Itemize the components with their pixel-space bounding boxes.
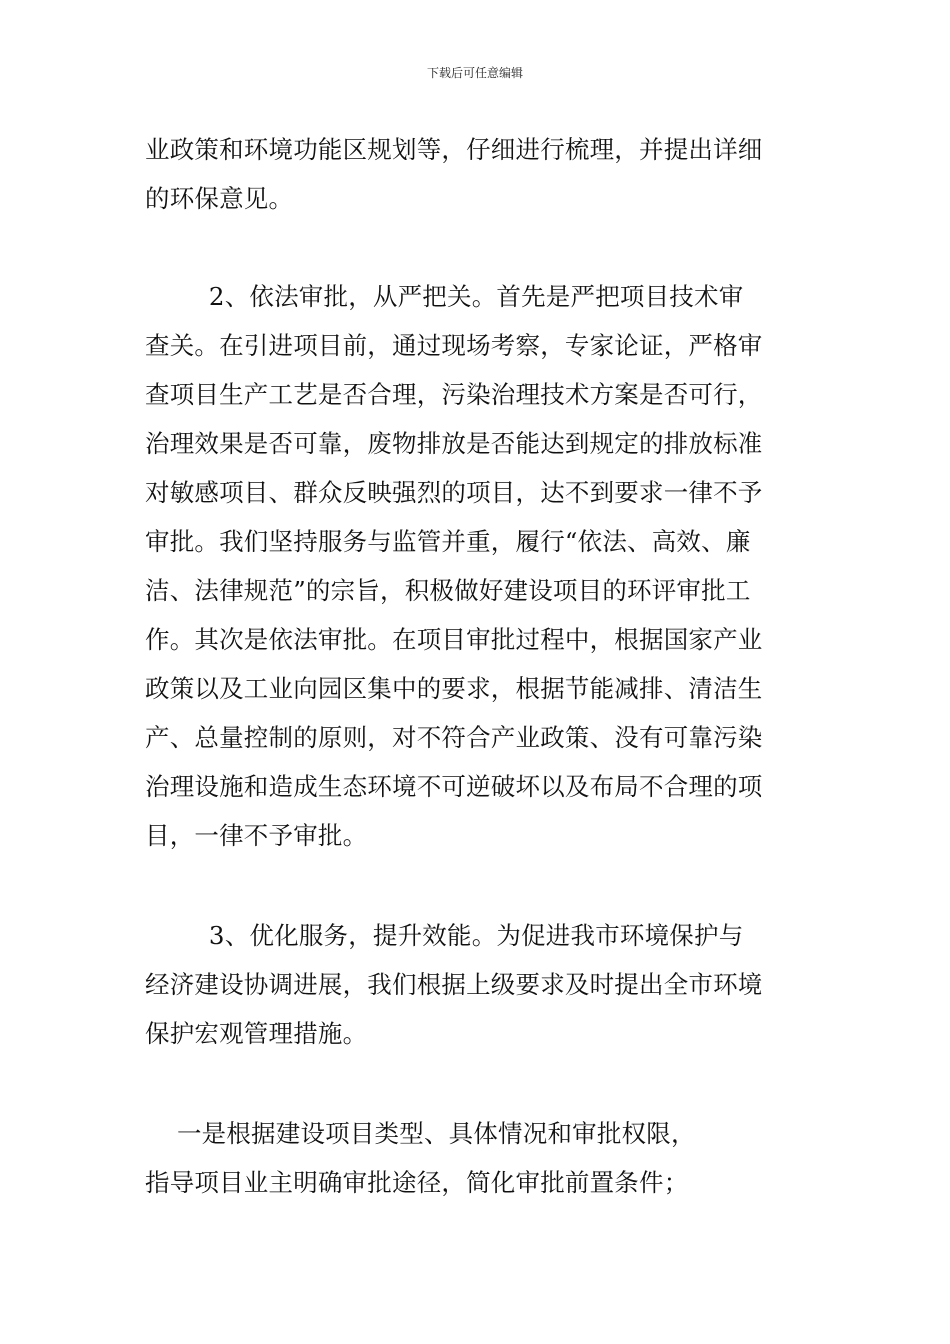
text-line: 业政策和环境功能区规划等，仔细进行梳理，并提出详细 bbox=[145, 135, 763, 164]
document-body bbox=[145, 125, 810, 1207]
text-line: 的环保意见。 bbox=[145, 184, 294, 213]
page-header: 下载后可任意编辑 bbox=[426, 66, 523, 80]
text-line: 一是根据建设项目类型、具体情况和审批权限， bbox=[145, 1119, 696, 1148]
text-line: 经济建设协调进展，我们根据上级要求及时提出全市环境 bbox=[145, 970, 763, 999]
text-line: 审批。我们坚持服务与监管并重，履行“依法、高效、廉 bbox=[145, 527, 751, 556]
text-line: 作。其次是依法审批。在项目审批过程中，根据国家产业 bbox=[145, 625, 763, 654]
text-line: 洁、法律规范”的宗旨，积极做好建设项目的环评审批工 bbox=[145, 576, 751, 605]
text-line: 目，一律不予审批。 bbox=[145, 821, 368, 850]
paragraph-1 bbox=[145, 125, 810, 223]
text-line: 政策以及工业向园区集中的要求，根据节能减排、清洁生 bbox=[145, 674, 763, 703]
text-line: 查项目生产工艺是否合理，污染治理技术方案是否可行， bbox=[145, 380, 763, 409]
paragraph-4 bbox=[145, 1109, 810, 1207]
text-line: 2、依法审批，从严把关。首先是严把项目技术审 bbox=[145, 282, 744, 311]
text-line: 对敏感项目、群众反映强烈的项目，达不到要求一律不予 bbox=[145, 478, 763, 507]
paragraph-3 bbox=[145, 911, 810, 1058]
text-line: 查关。在引进项目前，通过现场考察，专家论证，严格审 bbox=[145, 331, 763, 360]
text-line: 指导项目业主明确审批途径，简化审批前置条件； bbox=[145, 1168, 689, 1197]
text-line: 治理效果是否可靠，废物排放是否能达到规定的排放标准 bbox=[145, 429, 763, 458]
paragraph-2 bbox=[145, 272, 810, 860]
text-line: 产、总量控制的原则，对不符合产业政策、没有可靠污染 bbox=[145, 723, 763, 752]
text-line: 治理设施和造成生态环境不可逆破坏以及布局不合理的项 bbox=[145, 772, 763, 801]
text-line: 保护宏观管理措施。 bbox=[145, 1019, 368, 1048]
text-line: 3、优化服务，提升效能。为促进我市环境保护与 bbox=[145, 921, 744, 950]
